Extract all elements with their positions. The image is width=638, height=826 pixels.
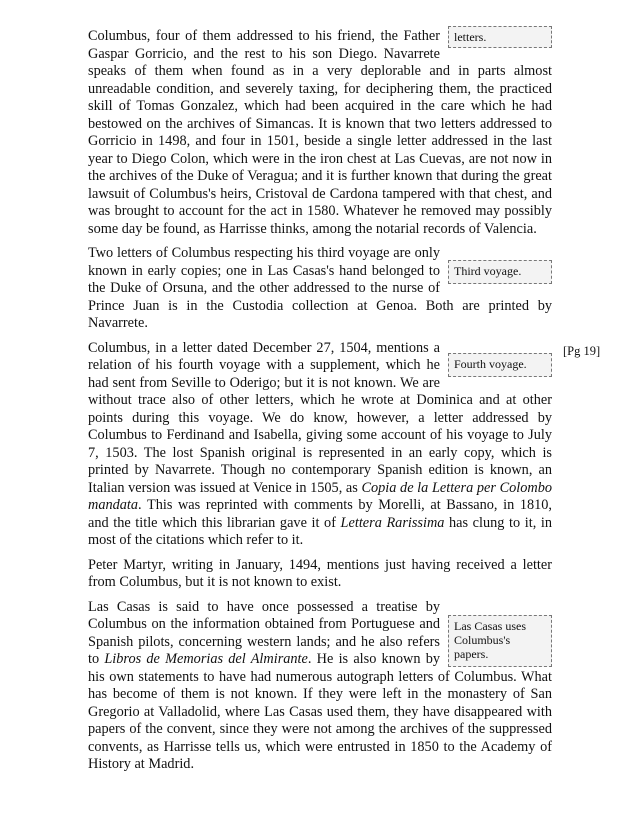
paragraph-text: Two letters of Columbus respecting his third voyage are only known in early copies; one in Las Casas's hand belonged to the Duke of Orsuna, and the other addressed to the nurse of Prince Juan is in the Custodia collection at Genoa. Both are printed by Navarrete. [88,245,552,331]
page-body [88,28,552,781]
paragraph-text: Peter Martyr, writing in January, 1494, mentions just having received a letter from Columbus, but it is not known to exist. [88,556,552,590]
sidenote-las-casas: Las Casas uses Columbus's papers. [448,615,552,667]
paragraph-text: Columbus, in a letter dated December 27, 1504, mentions a relation of his fourth voyage with a supplement, which he had sent from Seville to Oderigo; but it is not known. We are without trace also of other letters, which he wrote at Dominica and at other points during this voyage. We do know, however, a letter addressed by Columbus to Ferdinand and Isabella, giving some account of his voyage to July 7, 1503. The lost Spanish original is represented in an early copy, which is printed by Navarrete. Though no contemporary Spanish edition is known, an Italian version was issued at Venice in 1505, as [88,339,552,496]
paragraph-fourth-voyage [88,340,552,550]
book-title: Copia de la Lettera per Colombo mandata [88,479,552,513]
paragraph-letters-fate [88,28,552,238]
book-title: Libros de Memorias del Almirante [104,651,308,667]
sidenote-letters: letters. [448,26,552,48]
paragraph-text: . He is also known by his own statements to have had numerous autograph letters of Columbus. What has become of them is not known. If they were left in the monastery of San Gregorio at Valladolid, where Las Casas used them, they have disappeared with papers of the convent, since they were not among the archives of the suppressed convents, as Harrisse tells us, which were entrusted in 1850 to the Academy of History at Madrid. [88,651,552,772]
paragraph-peter-martyr [88,557,552,592]
paragraph-text: has clung to it, in most of the citations which refer to it. [88,514,552,548]
book-title: Lettera Rarissima [340,514,445,531]
paragraph-text: Las Casas is said to have once possessed a treatise by Columbus on the information obtained from Portuguese and Spanish pilots, concerning western lands; and he also refers to [88,598,440,667]
sidenote-third-voyage: Third voyage. [448,260,552,284]
sidenote-fourth-voyage: Fourth voyage. [448,353,552,377]
page-number-ref: [Pg 19] [563,344,601,358]
paragraph-text: . This was reprinted with comments by Morelli, at Bassano, in 1810, and the title which this librarian gave it of [88,497,552,531]
paragraph-third-voyage [88,245,552,333]
paragraph-text: Columbus, four of them addressed to his friend, the Father Gaspar Gorricio, and the rest to his son Diego. Navarrete speaks of them when found as in a very deplorable and in parts almost unreadable condition, and severely taxing, for deciphering them, the practiced skill of Tomas Gonzalez, which had been acquired in the care which he had bestowed on the archives of Simancas. It is known that two letters addressed to Gorricio in 1498, and four in 1501, beside a single letter addressed in the last year to Diego Colon, which were in the iron chest at Las Cuevas, are not now in the archives of the Duke of Veragua; and it is further known that during the great lawsuit of Columbus's heirs, Cristoval de Cardona tampered with that chest, and was brought to account for the act in 1580. Whatever he removed may possibly some day be found, as Harrisse thinks, among the notarial records of Valencia. [88,28,552,237]
paragraph-las-casas [88,599,552,774]
